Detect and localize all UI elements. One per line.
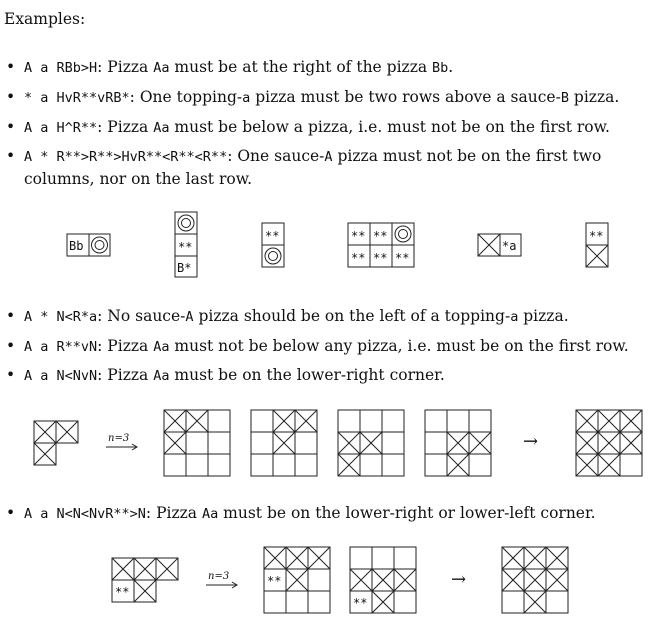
rule-text: : Pizza xyxy=(97,366,154,384)
rule-code: Aa xyxy=(153,368,170,384)
rule-text: must be on the lower-right corner. xyxy=(169,366,445,384)
rule-code: A * N<R*a xyxy=(24,309,98,325)
rule-text: pizza should be on the left of a topping- xyxy=(193,307,511,325)
grid-cell xyxy=(394,547,416,569)
rule-code: a xyxy=(242,90,251,106)
rule-code: A a RBb>H xyxy=(24,60,98,76)
cell-label-star2: ** xyxy=(373,251,388,265)
grid-cell xyxy=(394,591,416,613)
rule-code: A a R**vN xyxy=(24,339,98,355)
cell-label-star2: ** xyxy=(178,240,193,254)
cell-label-stara: *a xyxy=(502,239,517,253)
cell-label-star2: ** xyxy=(589,229,604,243)
rule-text: : One sauce- xyxy=(227,147,325,165)
bullet-dot: • xyxy=(6,366,16,384)
rule-code: A xyxy=(324,149,333,165)
rule-text: pizza must be two rows above a sauce- xyxy=(250,88,561,106)
grid-cell xyxy=(546,591,568,613)
bullet-dot: • xyxy=(6,337,16,355)
rule-text: must not be below any pizza, i.e. must be on the first row. xyxy=(169,337,629,355)
bullet-dot: • xyxy=(6,307,16,325)
rule-code: A a H^R** xyxy=(24,120,98,136)
result-arrow: → xyxy=(523,431,539,452)
cell-label-star2: ** xyxy=(115,585,130,599)
cell-label-star2: ** xyxy=(351,251,366,265)
bullet-dot: • xyxy=(6,58,16,76)
grid-cell xyxy=(350,547,372,569)
cell-label-bstar: B* xyxy=(177,261,192,275)
grid-cell xyxy=(372,547,394,569)
rule-code: Bb xyxy=(432,60,449,76)
rule-code: A a N<NvN xyxy=(24,368,98,384)
cell-label-star2: ** xyxy=(351,229,366,243)
grid-cell xyxy=(308,569,330,591)
rule-text: : One topping- xyxy=(129,88,243,106)
rule-code: B xyxy=(560,90,569,106)
bullet-dot: • xyxy=(6,118,16,136)
n-label: n=3 xyxy=(208,571,230,582)
cell-label-star2: ** xyxy=(267,574,282,588)
rule-code: Aa xyxy=(201,506,219,522)
rule-text: . xyxy=(448,58,454,76)
rule-code: a xyxy=(510,309,519,325)
rule-code: A a N<N<NvR**>N xyxy=(24,506,146,522)
grid-cell xyxy=(502,591,524,613)
rule-text: : Pizza xyxy=(97,337,154,355)
grid-cell xyxy=(286,591,308,613)
rule-text: pizza. xyxy=(568,88,620,106)
n-label: n=3 xyxy=(108,433,130,444)
rule-text: : No sauce- xyxy=(97,307,186,325)
bullet-dot: • xyxy=(6,504,16,522)
cell-label-bb: Bb xyxy=(69,239,84,253)
rule-text: : Pizza xyxy=(97,118,154,136)
cell-label-star2: ** xyxy=(353,596,368,610)
rule-code: Aa xyxy=(153,339,170,355)
rule-code: * a HvR**vRB* xyxy=(24,90,130,106)
cell-label-star2: ** xyxy=(373,229,388,243)
rule-text: pizza. xyxy=(518,307,569,325)
grid-cell xyxy=(264,591,286,613)
rule-text: : Pizza xyxy=(145,504,202,522)
cell-label-star2: ** xyxy=(265,229,280,243)
result-arrow: → xyxy=(451,569,467,590)
rule-text: must be below a pizza, i.e. must not be on the first row. xyxy=(169,118,610,136)
examples-heading: Examples: xyxy=(4,10,86,28)
rule-code: Aa xyxy=(153,120,170,136)
rule-code: Aa xyxy=(153,60,170,76)
bullet-rule-4-continuation: columns, nor on the last row. xyxy=(24,170,253,188)
rule-text: must be on the lower-right or lower-left corner. xyxy=(218,504,596,522)
rule-text: must be at the right of the pizza xyxy=(169,58,433,76)
rule-code: A xyxy=(185,309,194,325)
grid-cell xyxy=(308,591,330,613)
bullet-dot: • xyxy=(6,147,16,165)
rule-text: pizza must not be on the first two xyxy=(332,147,602,165)
bullet-dot: • xyxy=(6,88,16,106)
cell-label-star2: ** xyxy=(395,251,410,265)
rule-code: A * R**>R**>HvR**<R**<R** xyxy=(24,149,228,165)
rule-text: : Pizza xyxy=(97,58,154,76)
